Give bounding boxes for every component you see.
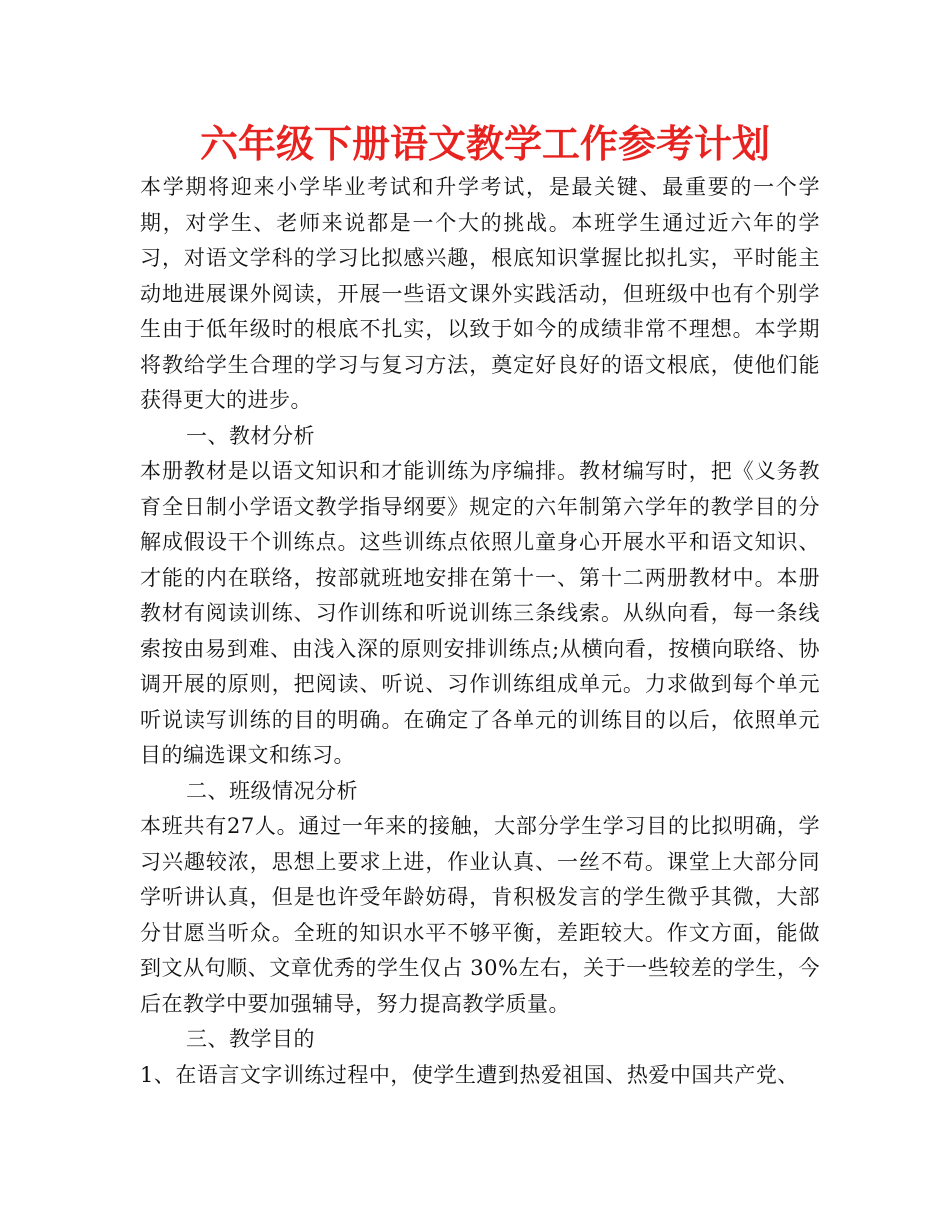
section-body-textbook-analysis: 本册教材是以语文知识和才能训练为序编排。教材编写时，把《义务教育全日制小学语文教学指导纲要》规定的六年制第六学年的教学目的分解成假设干个训练点。这些训练点依照儿童身心开展水平和语文知识、才能的内在联络，按部就班地安排在第十一、第十二两册教材中。本册教材有阅读训练、习作训练和听说训练三条线索。从纵向看，每一条线索按由易到难、由浅入深的原则安排训练点;从横向看，按横向联络、协调开展的原则，把阅读、听说、习作训练组成单元。力求做到每个单元听说读写训练的目的明确。在确定了各单元的训练目的以后，依照单元目的编选课文和练习。: [140, 459, 820, 767]
document-page: [140, 118, 820, 1093]
intro-paragraph: 本学期将迎来小学毕业考试和升学考试，是最关键、最重要的一个学期，对学生、老师来说都是一个大的挑战。本班学生通过近六年的学习，对语文学科的学习比拟感兴趣，根底知识掌握比拟扎实，平时能主动地进展课外阅读，开展一些语文课外实践活动，但班级中也有个别学生由于低年级时的根底不扎实，以致于如今的成绩非常不理想。本学期将教给学生合理的学习与复习方法，奠定好良好的语文根底，使他们能获得更大的进步。: [140, 175, 820, 412]
document-title: 六年级下册语文教学工作参考计划: [199, 122, 770, 166]
section-heading-textbook-analysis: 一、教材分析: [186, 423, 315, 448]
section-heading-teaching-goals: 三、教学目的: [186, 1027, 315, 1051]
section-body-teaching-goals: 1、在语言文字训练过程中，使学生遭到热爱祖国、热爱中国共产党、: [140, 1062, 799, 1087]
section-body-class-analysis: 本班共有27人。通过一年来的接触，大部分学生学习目的比拟明确，学习兴趣较浓，思想上要求上进，作业认真、一丝不苟。课堂上大部分同学听讲认真，但是也许受年龄妨碍，肯积极发言的学生微乎其微，大部分甘愿当听众。全班的知识水平不够平衡，差距较大。作文方面，能做到文从句顺、文章优秀的学生仅占 30%左右，关于一些较差的学生，今后在教学中要加强辅导，努力提高教学质量。: [140, 814, 820, 1016]
section-heading-class-analysis: 二、班级情况分析: [186, 778, 358, 803]
